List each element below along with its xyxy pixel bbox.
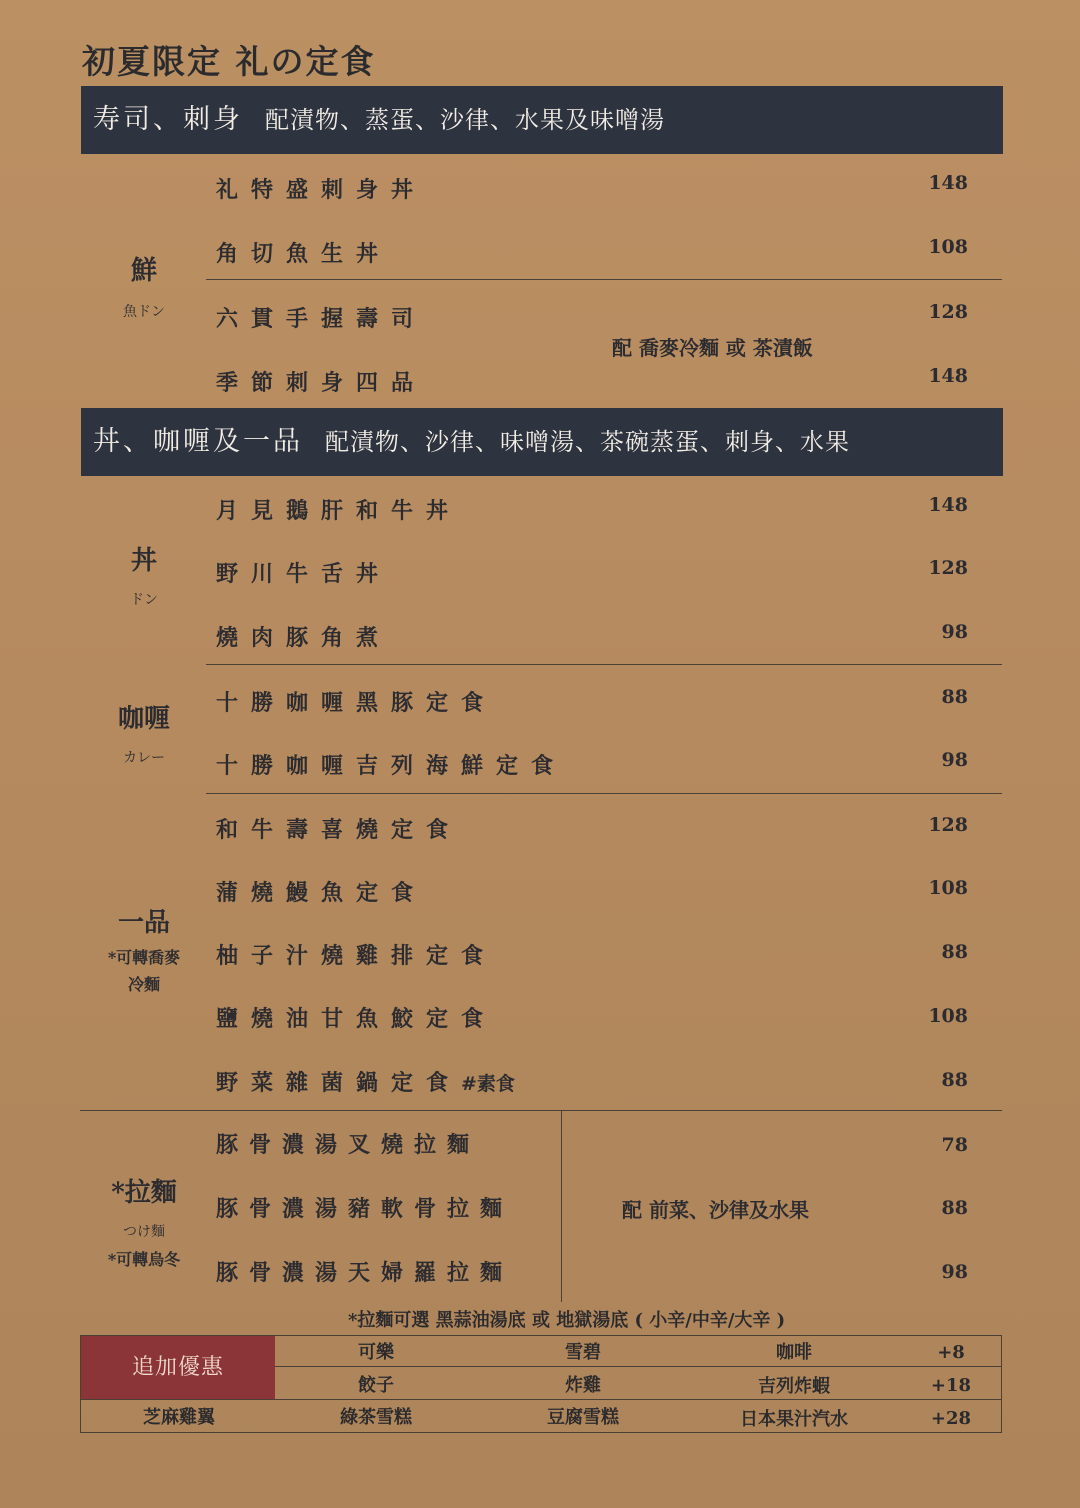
extras-row-line [81,1399,1001,1400]
extras-item: 芝麻雞翼 [143,1407,215,1428]
extras-item: 咖啡 [776,1342,812,1363]
extras-item: 炸雞 [565,1375,601,1396]
extras-item: 吉列炸蝦 [758,1376,830,1397]
category-name: 一品 [117,908,170,938]
menu-item: 和牛壽喜燒定食 [216,817,462,843]
section-includes: 配漬物、蒸蛋、沙律、水果及味噌湯 [265,106,665,134]
category-name: 咖喱 [117,704,170,734]
vegetarian-tag: #素食 [461,1073,515,1095]
menu-item: 六貫手握壽司 [216,306,427,332]
extras-item: 餃子 [358,1375,394,1396]
category-curry [82,698,206,767]
divider [80,1110,1002,1111]
category-sub: ドン [130,592,158,608]
category-name: *拉麵 [111,1178,177,1208]
menu-price: 88 [941,1069,968,1091]
category-fresh [82,250,206,321]
fresh-side-note: 配 喬麥冷麵 或 茶漬飯 [612,336,813,360]
menu-price: 98 [941,749,968,771]
menu-price: 128 [928,814,968,836]
extras-item: 雪碧 [565,1342,601,1363]
menu-item: 鹽燒油甘魚鮫定食 [216,1006,497,1032]
category-don [82,540,206,609]
menu-price: 98 [941,1261,968,1283]
menu-item: 月見鵝肝和牛丼 [216,498,462,524]
menu-price: 148 [928,172,968,194]
section-band-sushi [81,86,1003,154]
menu-price: 108 [928,877,968,899]
menu-price: 128 [928,557,968,579]
category-ramen [82,1172,206,1270]
category-name: 鮮 [130,256,157,286]
category-note: 冷麵 [127,975,160,994]
category-sub: 魚ドン [123,304,165,320]
category-sub: つけ麵 [123,1224,165,1240]
extras-price: +18 [930,1375,972,1396]
menu-item: 十勝咖喱吉列海鮮定食 [216,753,567,779]
divider [206,793,1002,794]
menu-item: 豚骨濃湯叉燒拉麵 [216,1132,481,1158]
menu-price: 108 [928,1005,968,1027]
menu-item: 燒肉豚角煮 [216,625,392,651]
column-divider [561,1110,562,1302]
category-name: 丼 [130,546,157,576]
extras-item: 豆腐雪糕 [547,1407,619,1428]
ramen-side-note: 配 前菜、沙律及水果 [622,1198,809,1222]
menu-item: 柚子汁燒雞排定食 [216,943,497,969]
section-band-don [81,408,1003,476]
extras-table [80,1335,1002,1433]
divider [206,279,1002,280]
menu-item: 角切魚生丼 [216,241,392,267]
extras-item: 可樂 [358,1342,394,1363]
menu-item-name: 野菜雜菌鍋定食 [216,1070,462,1096]
section-heading: 丼、咖喱及一品 [93,426,303,457]
menu-title: 初夏限定 礼の定食 [82,42,376,81]
menu-price: 128 [928,301,968,323]
category-ippin [82,902,206,995]
menu-price: 148 [928,494,968,516]
category-note: *可轉烏冬 [107,1250,181,1269]
menu-price: 148 [928,365,968,387]
extras-item: 綠茶雪糕 [340,1407,412,1428]
extras-row-line [275,1366,1001,1367]
section-heading: 寿司、刺身 [93,104,243,135]
category-note: *可轉喬麥 [107,948,181,967]
menu-price: 88 [941,1197,968,1219]
menu-price: 78 [941,1134,968,1156]
extras-price: +8 [937,1342,965,1363]
category-sub: カレー [123,750,165,766]
menu-price: 108 [928,236,968,258]
ramen-footnote: *拉麵可選 黑蒜油湯底 或 地獄湯底 ( 小辛/中辛/大辛 ) [348,1310,786,1331]
menu-item: 十勝咖喱黑豚定食 [216,690,497,716]
menu-item: 豚骨濃湯天婦羅拉麵 [216,1260,514,1286]
menu-item: 蒲燒鰻魚定食 [216,880,427,906]
menu-price: 88 [941,686,968,708]
menu-price: 88 [941,941,968,963]
extras-heading: 追加優惠 [81,1336,275,1399]
menu-item: 豚骨濃湯豬軟骨拉麵 [216,1196,514,1222]
menu-price: 98 [941,621,968,643]
menu-item: 礼特盛刺身丼 [216,177,427,203]
extras-item: 日本果汁汽水 [740,1409,848,1430]
menu-item: 野川牛舌丼 [216,561,392,587]
menu-item: 季節刺身四品 [216,370,427,396]
menu-item [216,1066,515,1097]
divider [206,664,1002,665]
section-includes: 配漬物、沙律、味噌湯、茶碗蒸蛋、刺身、水果 [325,428,850,456]
extras-price: +28 [930,1408,972,1429]
